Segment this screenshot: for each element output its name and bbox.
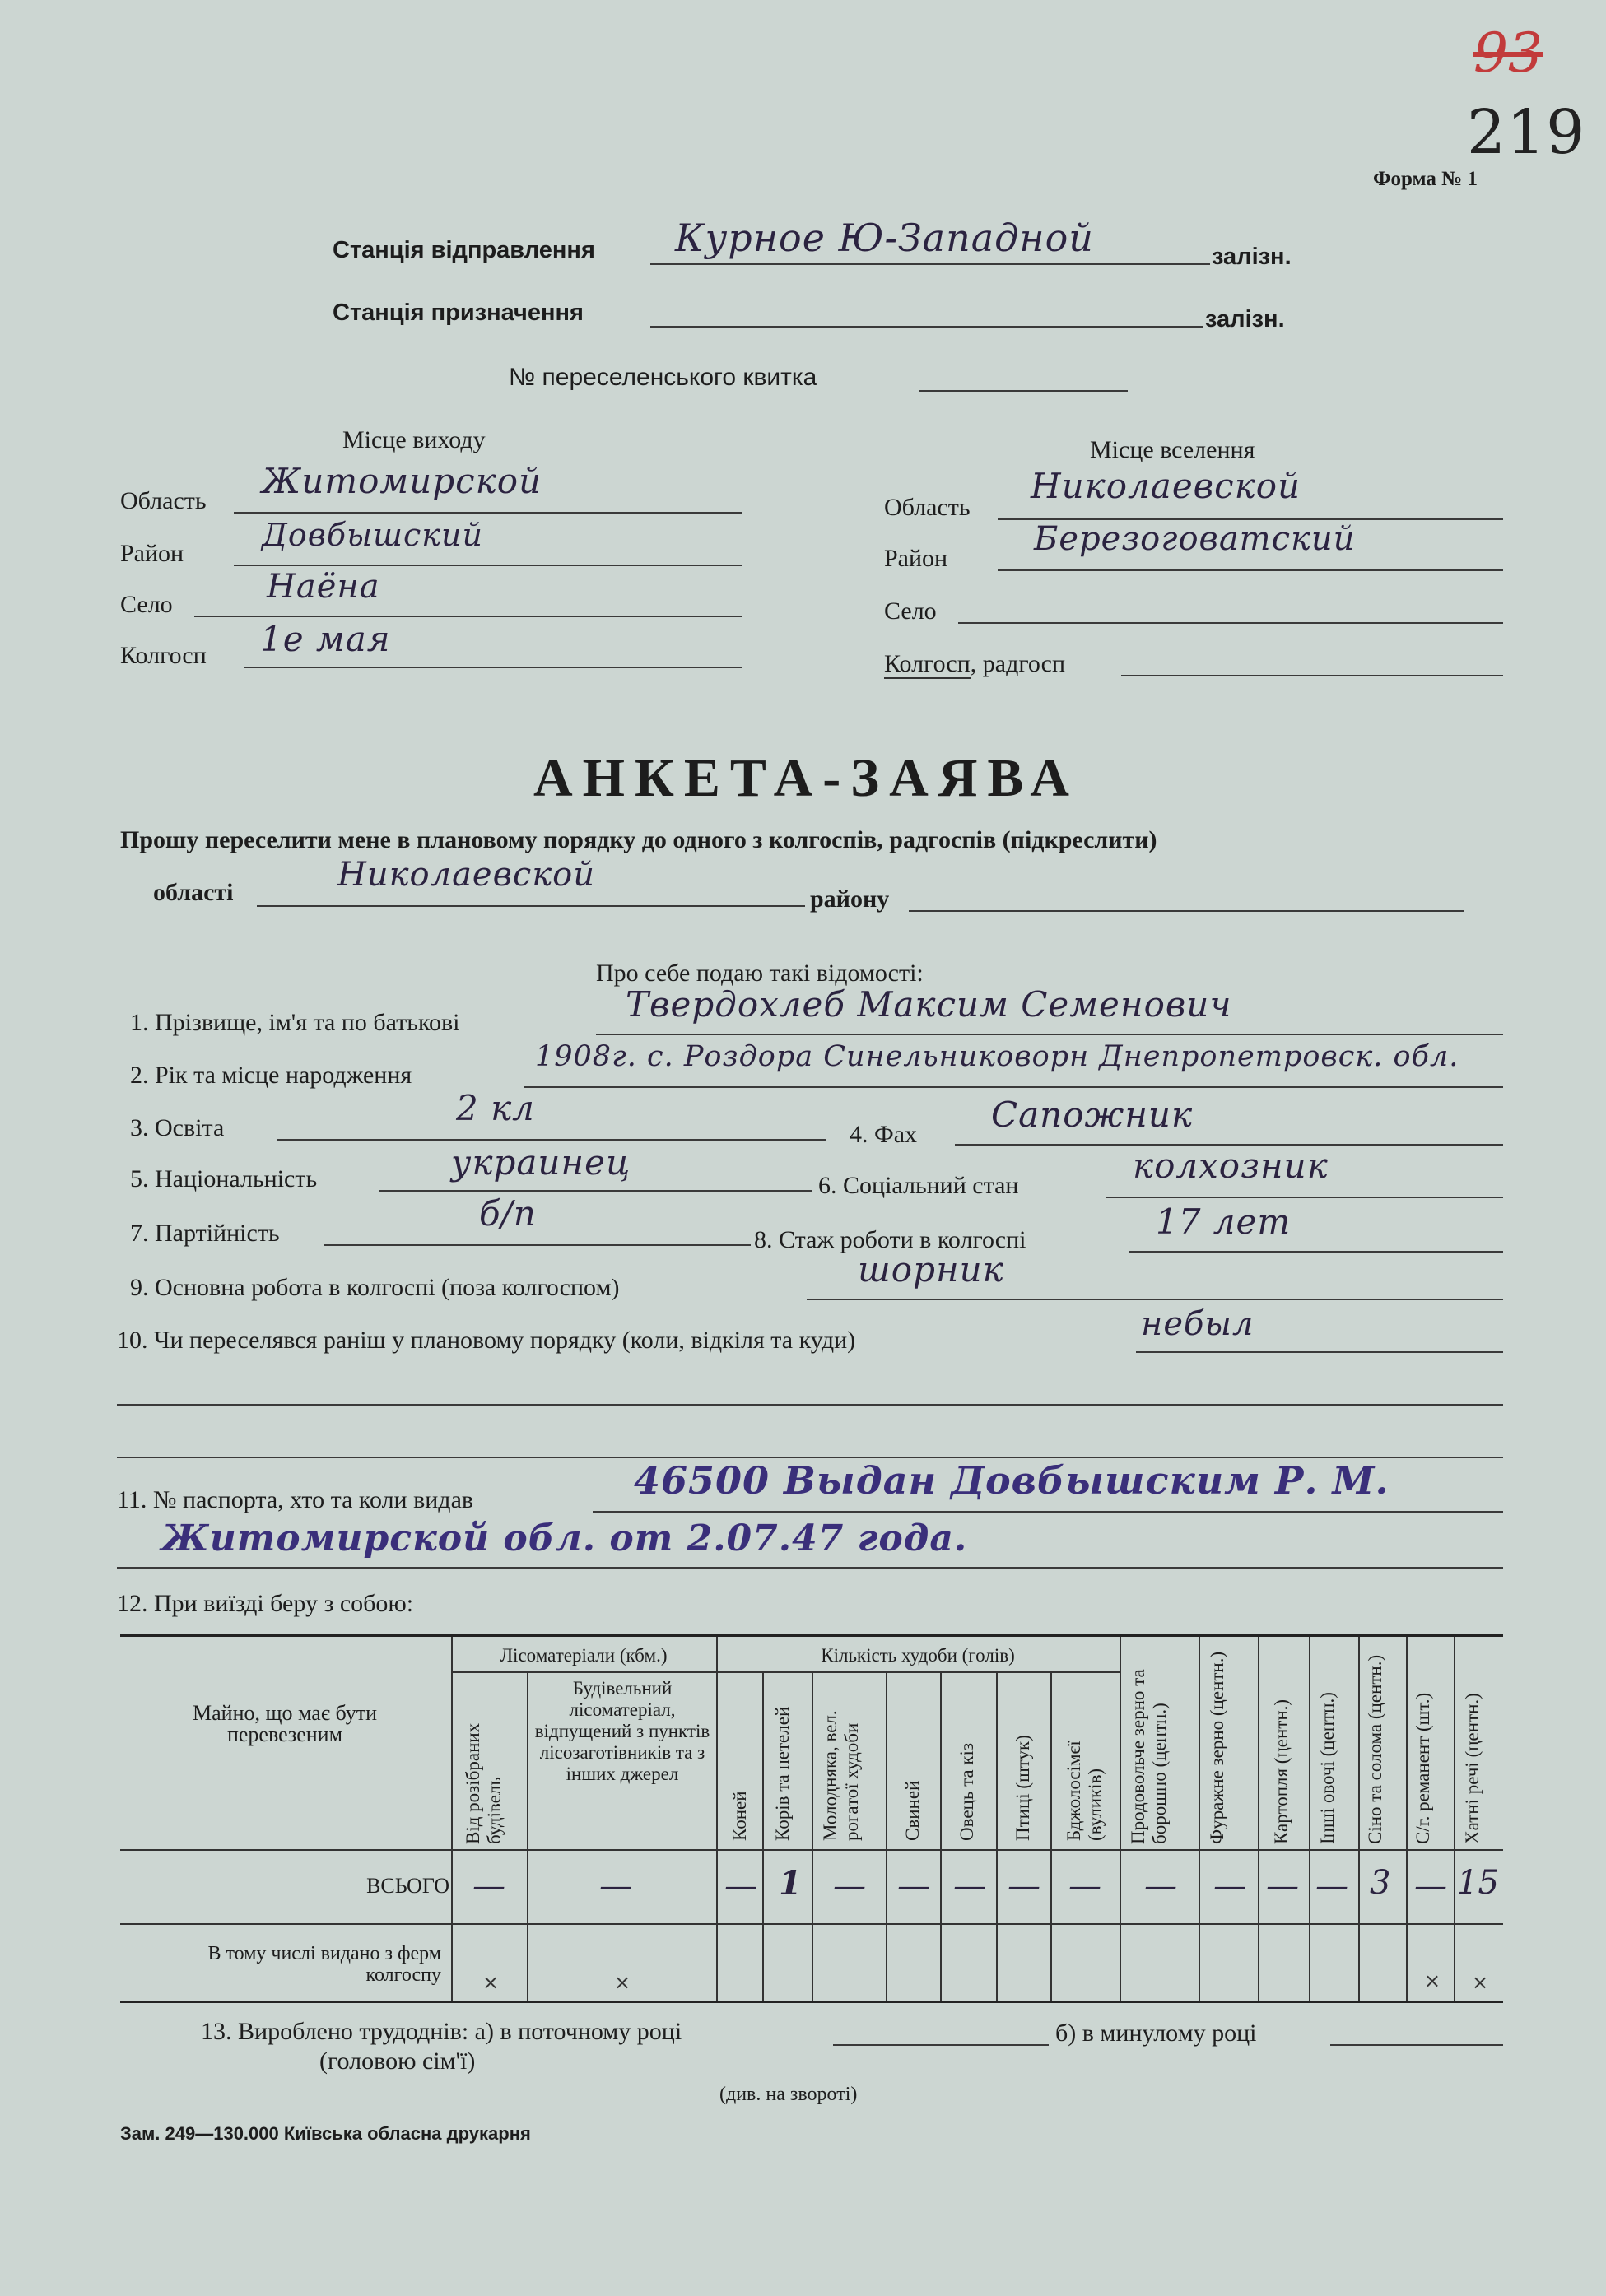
total-pigs: — bbox=[897, 1867, 930, 1905]
field-12-label: 12. При виїзді беру з собою: bbox=[117, 1590, 414, 1617]
field-13-sub: (головою сім'ї) bbox=[319, 2047, 476, 2075]
livestock-col-horses: Коней bbox=[729, 1791, 750, 1841]
railway-suffix-2: залізн. bbox=[1205, 306, 1285, 332]
origin-kolhosp-label: Колгосп bbox=[120, 642, 207, 669]
departure-station-label: Станція відправлення bbox=[333, 237, 595, 263]
col-fodder-grain: Фуражне зерно (центн.) bbox=[1207, 1651, 1227, 1844]
total-household: 15 bbox=[1457, 1864, 1499, 1902]
field-8-label: 8. Стаж роботи в колгоспі bbox=[754, 1226, 1026, 1253]
field-4-label: 4. Фах bbox=[850, 1121, 918, 1148]
total-hay: 3 bbox=[1370, 1864, 1391, 1902]
total-bees: — bbox=[1068, 1867, 1101, 1905]
destination-selo-label: Село bbox=[884, 597, 937, 625]
field-1-label: 1. Прізвище, ім'я та по батькові bbox=[130, 1009, 460, 1036]
field-6-value: колхозник bbox=[1133, 1146, 1329, 1186]
col-vegetables: Інші овочі (центн.) bbox=[1317, 1692, 1338, 1844]
origin-oblast-value: Житомирской bbox=[262, 461, 542, 501]
field-11-value: 46500 Выдан Довбышским Р. М. bbox=[634, 1458, 1390, 1503]
see-back: (див. на звороті) bbox=[719, 2084, 858, 2105]
archive-new-number: 219 bbox=[1467, 97, 1586, 168]
form-number: Форма № 1 bbox=[1373, 168, 1478, 190]
origin-oblast-label: Область bbox=[120, 487, 207, 514]
field-10-label: 10. Чи переселявся раніш у плановому порядку (коли, відкіля та куди) bbox=[117, 1327, 856, 1354]
total-cows: 1 bbox=[779, 1864, 802, 1903]
livestock-col-bees: Бджолосімєї (вуликів) bbox=[1064, 1741, 1106, 1841]
destination-raion-value: Березоговатский bbox=[1034, 520, 1356, 558]
row-total-label: ВСЬОГО bbox=[366, 1874, 449, 1898]
destination-raion-label: Район bbox=[884, 545, 948, 572]
destination-heading: Місце вселення bbox=[1090, 436, 1255, 463]
departure-station-value: Курное Ю-Западной bbox=[675, 216, 1094, 260]
farm-mark-3: × bbox=[1424, 1969, 1441, 1992]
field-2-value: 1908г. с. Роздора Синельниковорн Днепропетровск. обл. bbox=[535, 1040, 1459, 1073]
field-13-b-label: б) в минулому році bbox=[1055, 2019, 1257, 2047]
property-header: Майно, що має бути перевезеним bbox=[193, 1701, 377, 1746]
timber-group-header: Лісоматеріали (кбм.) bbox=[500, 1645, 668, 1666]
farm-mark-1: × bbox=[482, 1971, 500, 1994]
destination-radhosp: , радгосп bbox=[970, 650, 1066, 677]
row-farm-label: В тому числі видано з ферм колгоспу bbox=[207, 1943, 441, 1986]
destination-kolhosp-label bbox=[884, 650, 1065, 678]
livestock-group-header: Кількість худоби (голів) bbox=[821, 1645, 1015, 1666]
livestock-col-young-cattle: Молодняка, вел. рогатої худоби bbox=[820, 1710, 862, 1841]
origin-selo-value: Наёна bbox=[267, 568, 380, 606]
archive-old-number: 93 bbox=[1473, 21, 1543, 85]
field-3-value: 2 кл bbox=[456, 1088, 535, 1128]
total-fodder-grain: — bbox=[1213, 1867, 1246, 1905]
origin-raion-label: Район bbox=[120, 540, 184, 567]
total-equipment: — bbox=[1414, 1867, 1447, 1905]
total-poultry: — bbox=[1008, 1867, 1040, 1905]
total-timber-building: — bbox=[599, 1867, 632, 1905]
field-7-label: 7. Партійність bbox=[130, 1220, 280, 1247]
field-11-label: 11. № паспорта, хто та коли видав bbox=[117, 1486, 474, 1513]
total-horses: — bbox=[724, 1867, 757, 1905]
printer-note: Зам. 249—130.000 Київська обласна друкарня bbox=[120, 2123, 531, 2144]
timber-col-dismantled: Від розібраних будівель bbox=[463, 1722, 505, 1844]
form-title: АНКЕТА-ЗАЯВА bbox=[533, 748, 1079, 808]
destination-station-label: Станція призначення bbox=[333, 300, 584, 326]
total-young-cattle: — bbox=[833, 1867, 866, 1905]
total-sheep: — bbox=[953, 1867, 986, 1905]
field-1-value: Твердохлеб Максим Семенович bbox=[626, 984, 1232, 1025]
col-potatoes: Картопля (центн.) bbox=[1271, 1699, 1292, 1844]
field-9-label: 9. Основна робота в колгоспі (поза колгоспом) bbox=[130, 1274, 620, 1301]
livestock-col-cows: Корів та нетелей bbox=[772, 1706, 793, 1841]
origin-kolhosp-value: 1е мая bbox=[260, 619, 391, 659]
railway-suffix-1: залізн. bbox=[1212, 244, 1292, 270]
origin-heading: Місце виходу bbox=[342, 426, 486, 453]
field-5-label: 5. Національність bbox=[130, 1165, 318, 1192]
col-household: Хатні речі (центн.) bbox=[1462, 1693, 1483, 1844]
request-oblast-value: Николаевской bbox=[337, 856, 596, 894]
farm-mark-4: × bbox=[1472, 1971, 1489, 1994]
field-13-label: 13. Вироблено трудоднів: а) в поточному році bbox=[201, 2018, 682, 2045]
request-oblast-label: області bbox=[153, 879, 234, 906]
field-9-value: шорник bbox=[858, 1249, 1004, 1290]
field-10-value: небыл bbox=[1141, 1305, 1255, 1343]
destination-kolhosp-underlined: Колгосп bbox=[884, 650, 971, 677]
field-8-value: 17 лет bbox=[1156, 1201, 1292, 1242]
field-11-value-2: Житомирской обл. от 2.07.47 года. bbox=[161, 1517, 968, 1559]
belongings-table bbox=[120, 1634, 1503, 2003]
request-line: Прошу переселити мене в плановому порядку до одного з колгоспів, радгоспів (підкреслити) bbox=[120, 826, 1157, 853]
field-7-value: б/п bbox=[479, 1193, 537, 1234]
origin-selo-label: Село bbox=[120, 591, 173, 618]
col-food-grain: Продовольче зерно та борошно (центн.) bbox=[1128, 1669, 1170, 1844]
info-intro: Про себе подаю такі відомості: bbox=[596, 960, 924, 987]
livestock-col-sheep: Овець та кіз bbox=[957, 1742, 977, 1841]
field-6-label: 6. Соціальний стан bbox=[818, 1172, 1019, 1199]
request-raion-label: району bbox=[810, 885, 890, 913]
total-vegetables: — bbox=[1315, 1867, 1348, 1905]
destination-oblast-value: Николаевской bbox=[1031, 466, 1301, 506]
farm-mark-2: × bbox=[614, 1971, 631, 1994]
origin-raion-value: Довбышский bbox=[262, 517, 483, 553]
destination-oblast-label: Область bbox=[884, 494, 971, 521]
field-2-label: 2. Рік та місце народження bbox=[130, 1062, 412, 1089]
field-5-value: украинец bbox=[451, 1142, 631, 1183]
total-timber-dismantled: — bbox=[472, 1867, 505, 1905]
field-3-label: 3. Освіта bbox=[130, 1114, 225, 1141]
total-potatoes: — bbox=[1266, 1867, 1299, 1905]
col-equipment: С/г. реманент (шт.) bbox=[1413, 1692, 1433, 1844]
col-hay: Сіно та солома (центн.) bbox=[1365, 1654, 1385, 1844]
total-food-grain: — bbox=[1144, 1867, 1177, 1905]
field-4-value: Сапожник bbox=[991, 1095, 1194, 1135]
ticket-label: № переселенського квитка bbox=[509, 364, 817, 391]
livestock-col-poultry: Птиці (штук) bbox=[1012, 1735, 1033, 1841]
livestock-col-pigs: Свиней bbox=[902, 1780, 923, 1841]
timber-col-building: Будівельний лісоматеріал, відпущений з пунктів лісозаготівників та з інших джерел bbox=[534, 1678, 710, 1784]
